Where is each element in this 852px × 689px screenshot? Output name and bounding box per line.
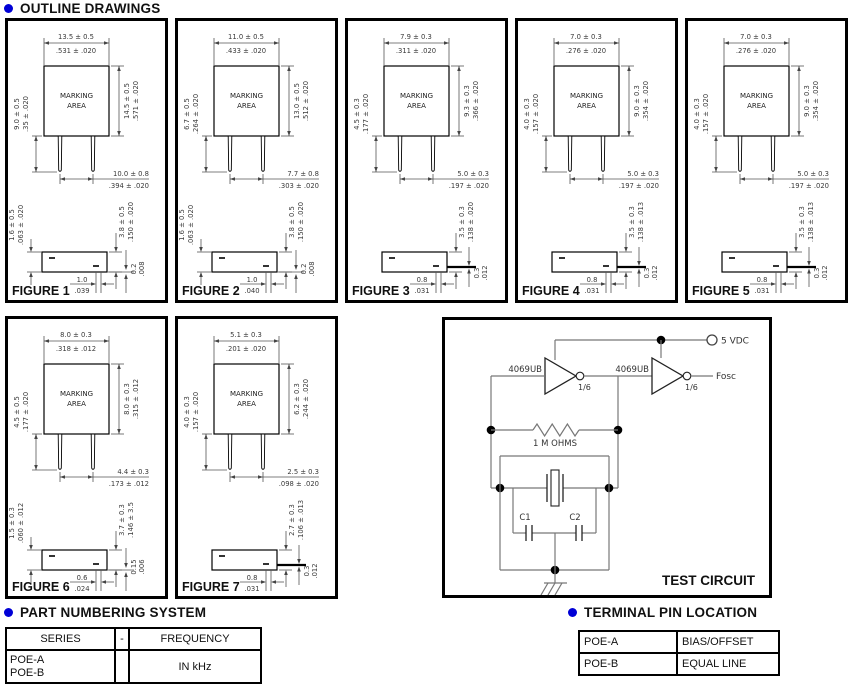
pn-header-dash: - [115,628,129,650]
figure-4-box [515,18,678,303]
svg-text:7.7 ± 0.8: 7.7 ± 0.8 [287,170,319,178]
svg-text:0.8: 0.8 [586,276,598,284]
svg-text:MARKING: MARKING [229,390,264,398]
svg-text:.512 ± .020: .512 ± .020 [302,80,310,122]
outline-drawings-header [4,1,160,16]
terminal-pin-a: POE-A [579,631,677,653]
figure-1-label: FIGURE 1 [12,284,70,298]
svg-text:0.8: 0.8 [416,276,428,284]
svg-text:1.6 ± 0.5: 1.6 ± 0.5 [8,209,16,241]
svg-text:AREA: AREA [407,102,426,110]
svg-text:.024: .024 [74,585,90,593]
svg-text:13.0 ± 0.5: 13.0 ± 0.5 [293,83,301,119]
figure-3-label: FIGURE 3 [352,284,410,298]
svg-text:.012: .012 [311,563,319,579]
svg-text:.138 ± .013: .138 ± .013 [807,201,815,243]
svg-text:0.15: 0.15 [130,559,138,575]
svg-text:1 M OHMS: 1 M OHMS [533,439,577,449]
svg-text:C2: C2 [569,513,581,523]
svg-text:8.0 ± 0.3: 8.0 ± 0.3 [60,331,92,339]
svg-text:7.0 ± 0.3: 7.0 ± 0.3 [570,33,602,41]
svg-text:9.0 ± 0.3: 9.0 ± 0.3 [633,85,641,117]
svg-text:.063 ± .020: .063 ± .020 [187,204,195,246]
svg-text:.276 ± .020: .276 ± .020 [735,47,777,55]
svg-text:4.5 ± 0.5: 4.5 ± 0.5 [13,396,21,428]
figure-7-box [175,316,338,599]
svg-text:.031: .031 [754,287,770,295]
pn-series-poe-a: POE-A [10,653,45,666]
svg-text:10.0 ± 0.8: 10.0 ± 0.8 [113,170,149,178]
svg-text:AREA: AREA [67,400,86,408]
svg-text:4.0 ± 0.3: 4.0 ± 0.3 [693,98,701,130]
pn-header-series: SERIES [6,628,115,650]
svg-text:.006: .006 [138,559,146,575]
figure-1-drawing [8,21,165,298]
svg-text:MARKING: MARKING [229,92,264,100]
terminal-pin-header [568,605,757,620]
svg-text:AREA: AREA [577,102,596,110]
terminal-pin-table [578,630,780,676]
svg-text:MARKING: MARKING [59,390,94,398]
svg-text:1.6 ± 0.5: 1.6 ± 0.5 [178,209,186,241]
svg-text:8.0 ± 0.3: 8.0 ± 0.3 [123,383,131,415]
pn-series-cell [6,650,115,683]
svg-text:.008: .008 [308,261,316,277]
svg-text:MARKING: MARKING [569,92,604,100]
svg-text:.303 ± .020: .303 ± .020 [278,182,319,190]
pn-series-poe-b: POE-B [10,666,45,679]
figure-3-drawing [348,21,505,298]
figure-7-label: FIGURE 7 [182,580,240,594]
svg-text:0.3: 0.3 [643,267,651,279]
svg-text:.394 ± .020: .394 ± .020 [108,182,149,190]
svg-text:4.4 ± 0.3: 4.4 ± 0.3 [117,468,149,476]
test-circuit-label: TEST CIRCUIT [662,573,755,588]
svg-text:0.3: 0.3 [473,267,481,279]
figure-7-drawing [178,319,335,596]
svg-text:.197 ± .020: .197 ± .020 [448,182,489,190]
terminal-row-a [579,631,779,653]
svg-text:11.0 ± 0.5: 11.0 ± 0.5 [228,33,264,41]
svg-text:.35 ± .020: .35 ± .020 [22,96,30,132]
figure-5-drawing [688,21,845,298]
part-numbering-header [4,605,206,620]
svg-text:0.3: 0.3 [813,267,821,279]
svg-text:.138 ± .020: .138 ± .020 [467,201,475,243]
svg-text:.354 ± .020: .354 ± .020 [642,80,650,122]
svg-text:5.1 ± 0.3: 5.1 ± 0.3 [230,331,262,339]
svg-text:.197 ± .020: .197 ± .020 [618,182,659,190]
svg-text:AREA: AREA [67,102,86,110]
svg-text:.318 ± .012: .318 ± .012 [55,345,97,353]
svg-text:0.2: 0.2 [130,263,138,275]
svg-text:.040: .040 [244,287,260,295]
svg-text:6.7 ± 0.5: 6.7 ± 0.5 [183,98,191,130]
pn-body-row [6,650,261,683]
figure-2-drawing [178,21,335,298]
svg-text:5.0 ± 0.3: 5.0 ± 0.3 [457,170,489,178]
svg-text:.098 ± .020: .098 ± .020 [278,480,319,488]
pn-dash-cell [115,650,129,683]
svg-text:AREA: AREA [747,102,766,110]
svg-text:.244 ± .020: .244 ± .020 [302,378,310,420]
svg-text:0.8: 0.8 [246,574,258,582]
figure-4-drawing [518,21,675,298]
figure-1-box [5,18,168,303]
svg-text:7.0 ± 0.3: 7.0 ± 0.3 [740,33,772,41]
pn-header-frequency: FREQUENCY [129,628,261,650]
svg-text:9.0 ± 0.5: 9.0 ± 0.5 [13,98,21,130]
svg-text:.150 ± .020: .150 ± .020 [297,201,305,243]
svg-text:5.0 ± 0.3: 5.0 ± 0.3 [627,170,659,178]
svg-text:13.5 ± 0.5: 13.5 ± 0.5 [58,33,94,41]
part-numbering-table [5,627,262,684]
svg-text:3.8 ± 0.5: 3.8 ± 0.5 [288,206,296,238]
svg-text:5 VDC: 5 VDC [721,336,749,347]
section-bullet-icon [4,4,13,13]
figure-4-label: FIGURE 4 [522,284,580,298]
svg-text:9.3 ± 0.3: 9.3 ± 0.3 [463,85,471,117]
svg-text:.031: .031 [244,585,260,593]
svg-text:.197 ± .020: .197 ± .020 [788,182,829,190]
svg-text:6.2 ± 0.3: 6.2 ± 0.3 [293,383,301,415]
test-circuit-schematic [445,320,769,595]
figure-6-label: FIGURE 6 [12,580,70,594]
terminal-function-a: BIAS/OFFSET [677,631,779,653]
svg-text:.354 ± .020: .354 ± .020 [812,80,820,122]
svg-text:MARKING: MARKING [739,92,774,100]
svg-text:2.5 ± 0.3: 2.5 ± 0.3 [287,468,319,476]
svg-text:9.0 ± 0.3: 9.0 ± 0.3 [803,85,811,117]
svg-text:.366 ± .020: .366 ± .020 [472,80,480,122]
svg-text:.531 ± .020: .531 ± .020 [55,47,97,55]
svg-text:MARKING: MARKING [59,92,94,100]
pn-frequency-value: IN kHz [129,650,261,683]
svg-text:.031: .031 [414,287,430,295]
svg-text:.008: .008 [138,261,146,277]
figure-3-box [345,18,508,303]
svg-text:.264 ± .020: .264 ± .020 [192,93,200,135]
figure-6-box [5,316,168,599]
figure-2-box [175,18,338,303]
svg-text:0.6: 0.6 [76,574,88,582]
svg-text:4069UB: 4069UB [615,365,649,375]
svg-text:.060 ± .012: .060 ± .012 [17,502,25,544]
svg-text:1/6: 1/6 [685,383,698,392]
svg-text:.173 ± .012: .173 ± .012 [108,480,149,488]
part-numbering-title: PART NUMBERING SYSTEM [20,605,207,620]
svg-text:4069UB: 4069UB [508,365,542,375]
section-bullet-icon [568,608,577,617]
svg-text:.315 ± .012: .315 ± .012 [132,378,140,420]
svg-text:.146 ± 3.5: .146 ± 3.5 [127,502,135,538]
terminal-function-b: EQUAL LINE [677,653,779,675]
section-bullet-icon [4,608,13,617]
svg-text:AREA: AREA [237,400,256,408]
figure-6-drawing [8,319,165,596]
svg-text:.012: .012 [821,265,829,281]
svg-text:1/6: 1/6 [578,383,591,392]
svg-text:MARKING: MARKING [399,92,434,100]
svg-text:.039: .039 [74,287,90,295]
svg-text:7.9 ± 0.3: 7.9 ± 0.3 [400,33,432,41]
svg-text:4.0 ± 0.3: 4.0 ± 0.3 [523,98,531,130]
svg-text:.012: .012 [481,265,489,281]
svg-text:0.8: 0.8 [756,276,768,284]
svg-text:.031: .031 [584,287,600,295]
svg-text:.150 ± .020: .150 ± .020 [127,201,135,243]
figure-2-label: FIGURE 2 [182,284,240,298]
svg-text:.063 ± .020: .063 ± .020 [17,204,25,246]
svg-text:.177 ± .020: .177 ± .020 [362,93,370,135]
svg-text:5.0 ± 0.3: 5.0 ± 0.3 [797,170,829,178]
svg-text:0.2: 0.2 [300,263,308,275]
svg-text:14.5 ± 0.5: 14.5 ± 0.5 [123,83,131,119]
svg-text:3.7 ± 0.3: 3.7 ± 0.3 [118,504,126,536]
svg-text:4.5 ± 0.3: 4.5 ± 0.3 [353,98,361,130]
svg-text:1.0: 1.0 [246,276,258,284]
svg-text:2.7 ± 0.3: 2.7 ± 0.3 [288,504,296,536]
svg-text:.571 ± .020: .571 ± .020 [132,80,140,122]
terminal-pin-title: TERMINAL PIN LOCATION [584,605,758,620]
svg-text:3.8 ± 0.5: 3.8 ± 0.5 [118,206,126,238]
svg-text:3.5 ± 0.3: 3.5 ± 0.3 [458,206,466,238]
outline-drawings-title: OUTLINE DRAWINGS [20,1,161,16]
svg-text:.177 ± .020: .177 ± .020 [22,391,30,433]
svg-text:4.0 ± 0.3: 4.0 ± 0.3 [183,396,191,428]
svg-text:.157 ± .020: .157 ± .020 [532,93,540,135]
svg-text:1.5 ± 0.3: 1.5 ± 0.3 [8,507,16,539]
terminal-pin-b: POE-B [579,653,677,675]
svg-text:3.5 ± 0.3: 3.5 ± 0.3 [628,206,636,238]
svg-text:.157 ± .020: .157 ± .020 [192,391,200,433]
pn-header-row [6,628,261,650]
svg-text:3.5 ± 0.3: 3.5 ± 0.3 [798,206,806,238]
test-circuit-box [442,317,772,598]
svg-text:.138 ± .013: .138 ± .013 [637,201,645,243]
svg-text:.311 ± .020: .311 ± .020 [395,47,437,55]
svg-text:C1: C1 [519,513,531,523]
svg-text:.157 ± .020: .157 ± .020 [702,93,710,135]
svg-text:.012: .012 [651,265,659,281]
figure-5-box [685,18,848,303]
svg-text:Fosc: Fosc [716,372,736,382]
figure-5-label: FIGURE 5 [692,284,750,298]
terminal-row-b [579,653,779,675]
svg-text:1.0: 1.0 [76,276,88,284]
svg-text:.276 ± .020: .276 ± .020 [565,47,607,55]
svg-text:.106 ± .013: .106 ± .013 [297,499,305,541]
svg-text:AREA: AREA [237,102,256,110]
svg-text:0.3: 0.3 [303,565,311,577]
svg-text:.433 ± .020: .433 ± .020 [225,47,267,55]
svg-text:.201 ± .020: .201 ± .020 [225,345,267,353]
